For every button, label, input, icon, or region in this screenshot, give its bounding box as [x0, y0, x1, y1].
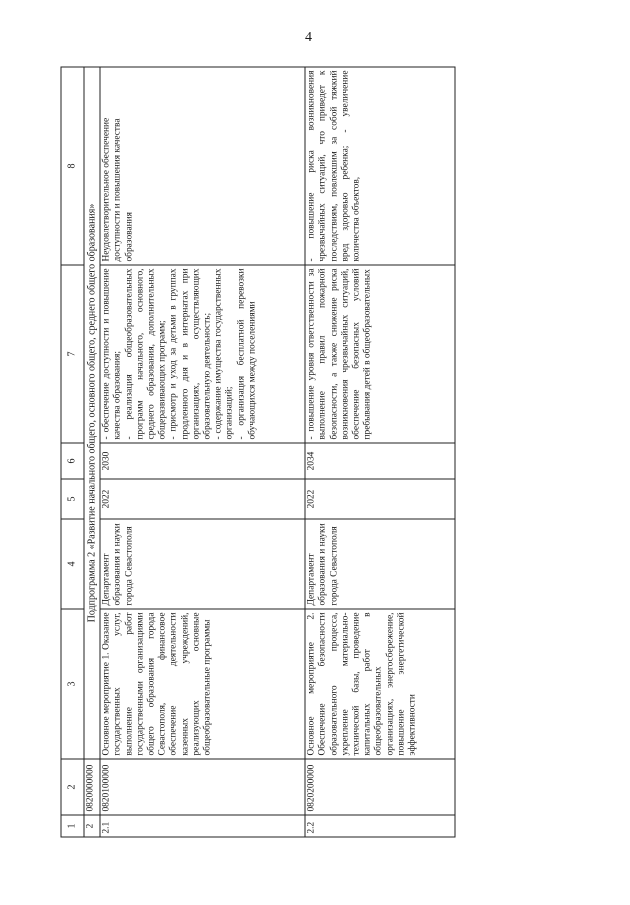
- header-cell: 3: [61, 609, 84, 759]
- row-number: 2.1: [100, 815, 305, 837]
- consequences-cell: - повышение риска возникновения чрезвычайных ситуаций, что приведет к последствиям, повлекшим за собой тяжкий вред здоровью ребенка; - увеличение количества объектов,: [305, 67, 455, 265]
- result-item: - присмотр и уход за детьми в группах продленного дня и в интернатах при организациях, осуществляющих образовательную деятельность;: [168, 268, 213, 440]
- start-year: 2022: [100, 479, 305, 519]
- header-cell: 6: [61, 443, 84, 479]
- row-number: 2.2: [305, 815, 455, 837]
- row-code: 0820000000: [84, 759, 100, 815]
- page-number: 4: [305, 30, 312, 45]
- event-cell: Основное мероприятие 2. Обеспечение безопасности образовательного процесса, укрепление материально-технической базы, проведение капитальных работ в общеобразовательных организациях, энергосбережение, повышение энергетической эффективности: [305, 609, 455, 759]
- executor-cell: Департамент образования и науки города Севастополя: [100, 519, 305, 609]
- end-year: 2030: [100, 443, 305, 479]
- result-item: - реализация общеобразовательных программ начального, основного, среднего образования, дополнительных общеразвивающих программ;: [124, 268, 168, 440]
- end-year: 2034: [305, 443, 455, 479]
- event-cell: Основное мероприятие 1. Оказание государственных услуг, выполнение работ государственными организациями общего образования города Севастополя, финансовое обеспечение деятельности казенных учреждений, реализующих основные общеобразовательные программы: [100, 609, 305, 759]
- row-code: 0820200000: [305, 759, 455, 815]
- header-cell: 1: [61, 815, 84, 837]
- header-cell: 2: [61, 759, 84, 815]
- subprogram-row: [84, 67, 100, 837]
- result-item: - организация бесплатной перевозки обучающихся между поселениями: [236, 268, 258, 440]
- header-cell: 8: [61, 67, 84, 265]
- rotated-table-container: [61, 68, 536, 838]
- header-cell: 5: [61, 479, 84, 519]
- row-number: 2: [84, 815, 100, 837]
- header-cell: 7: [61, 265, 84, 443]
- table-row: [100, 67, 305, 837]
- header-cell: 4: [61, 519, 84, 609]
- header-row: [61, 67, 84, 837]
- results-cell: [100, 265, 305, 443]
- result-item: - обеспечение доступности и повышение качества образования;: [101, 268, 123, 440]
- program-table: [61, 67, 456, 838]
- results-cell: [305, 265, 455, 443]
- start-year: 2022: [305, 479, 455, 519]
- table-row: [305, 67, 455, 837]
- result-item: - содержание имущества государственных организаций;: [213, 268, 235, 440]
- row-code: 0820100000: [100, 759, 305, 815]
- subprogram-title: Подпрограмма 2 «Развитие начального общего, основного общего, среднего общего образования»: [84, 67, 100, 759]
- result-item: - повышение уровня ответственности за выполнение правил пожарной безопасности, а также снижение риска возникновения чрезвычайных ситуаций, обеспечение безопасных условий пребывания детей в общеобразовательных: [306, 268, 373, 440]
- executor-cell: Департамент образования и науки города Севастополя: [305, 519, 455, 609]
- consequences-cell: Неудовлетворительное обеспечение доступности и повышения качества образования: [100, 67, 305, 265]
